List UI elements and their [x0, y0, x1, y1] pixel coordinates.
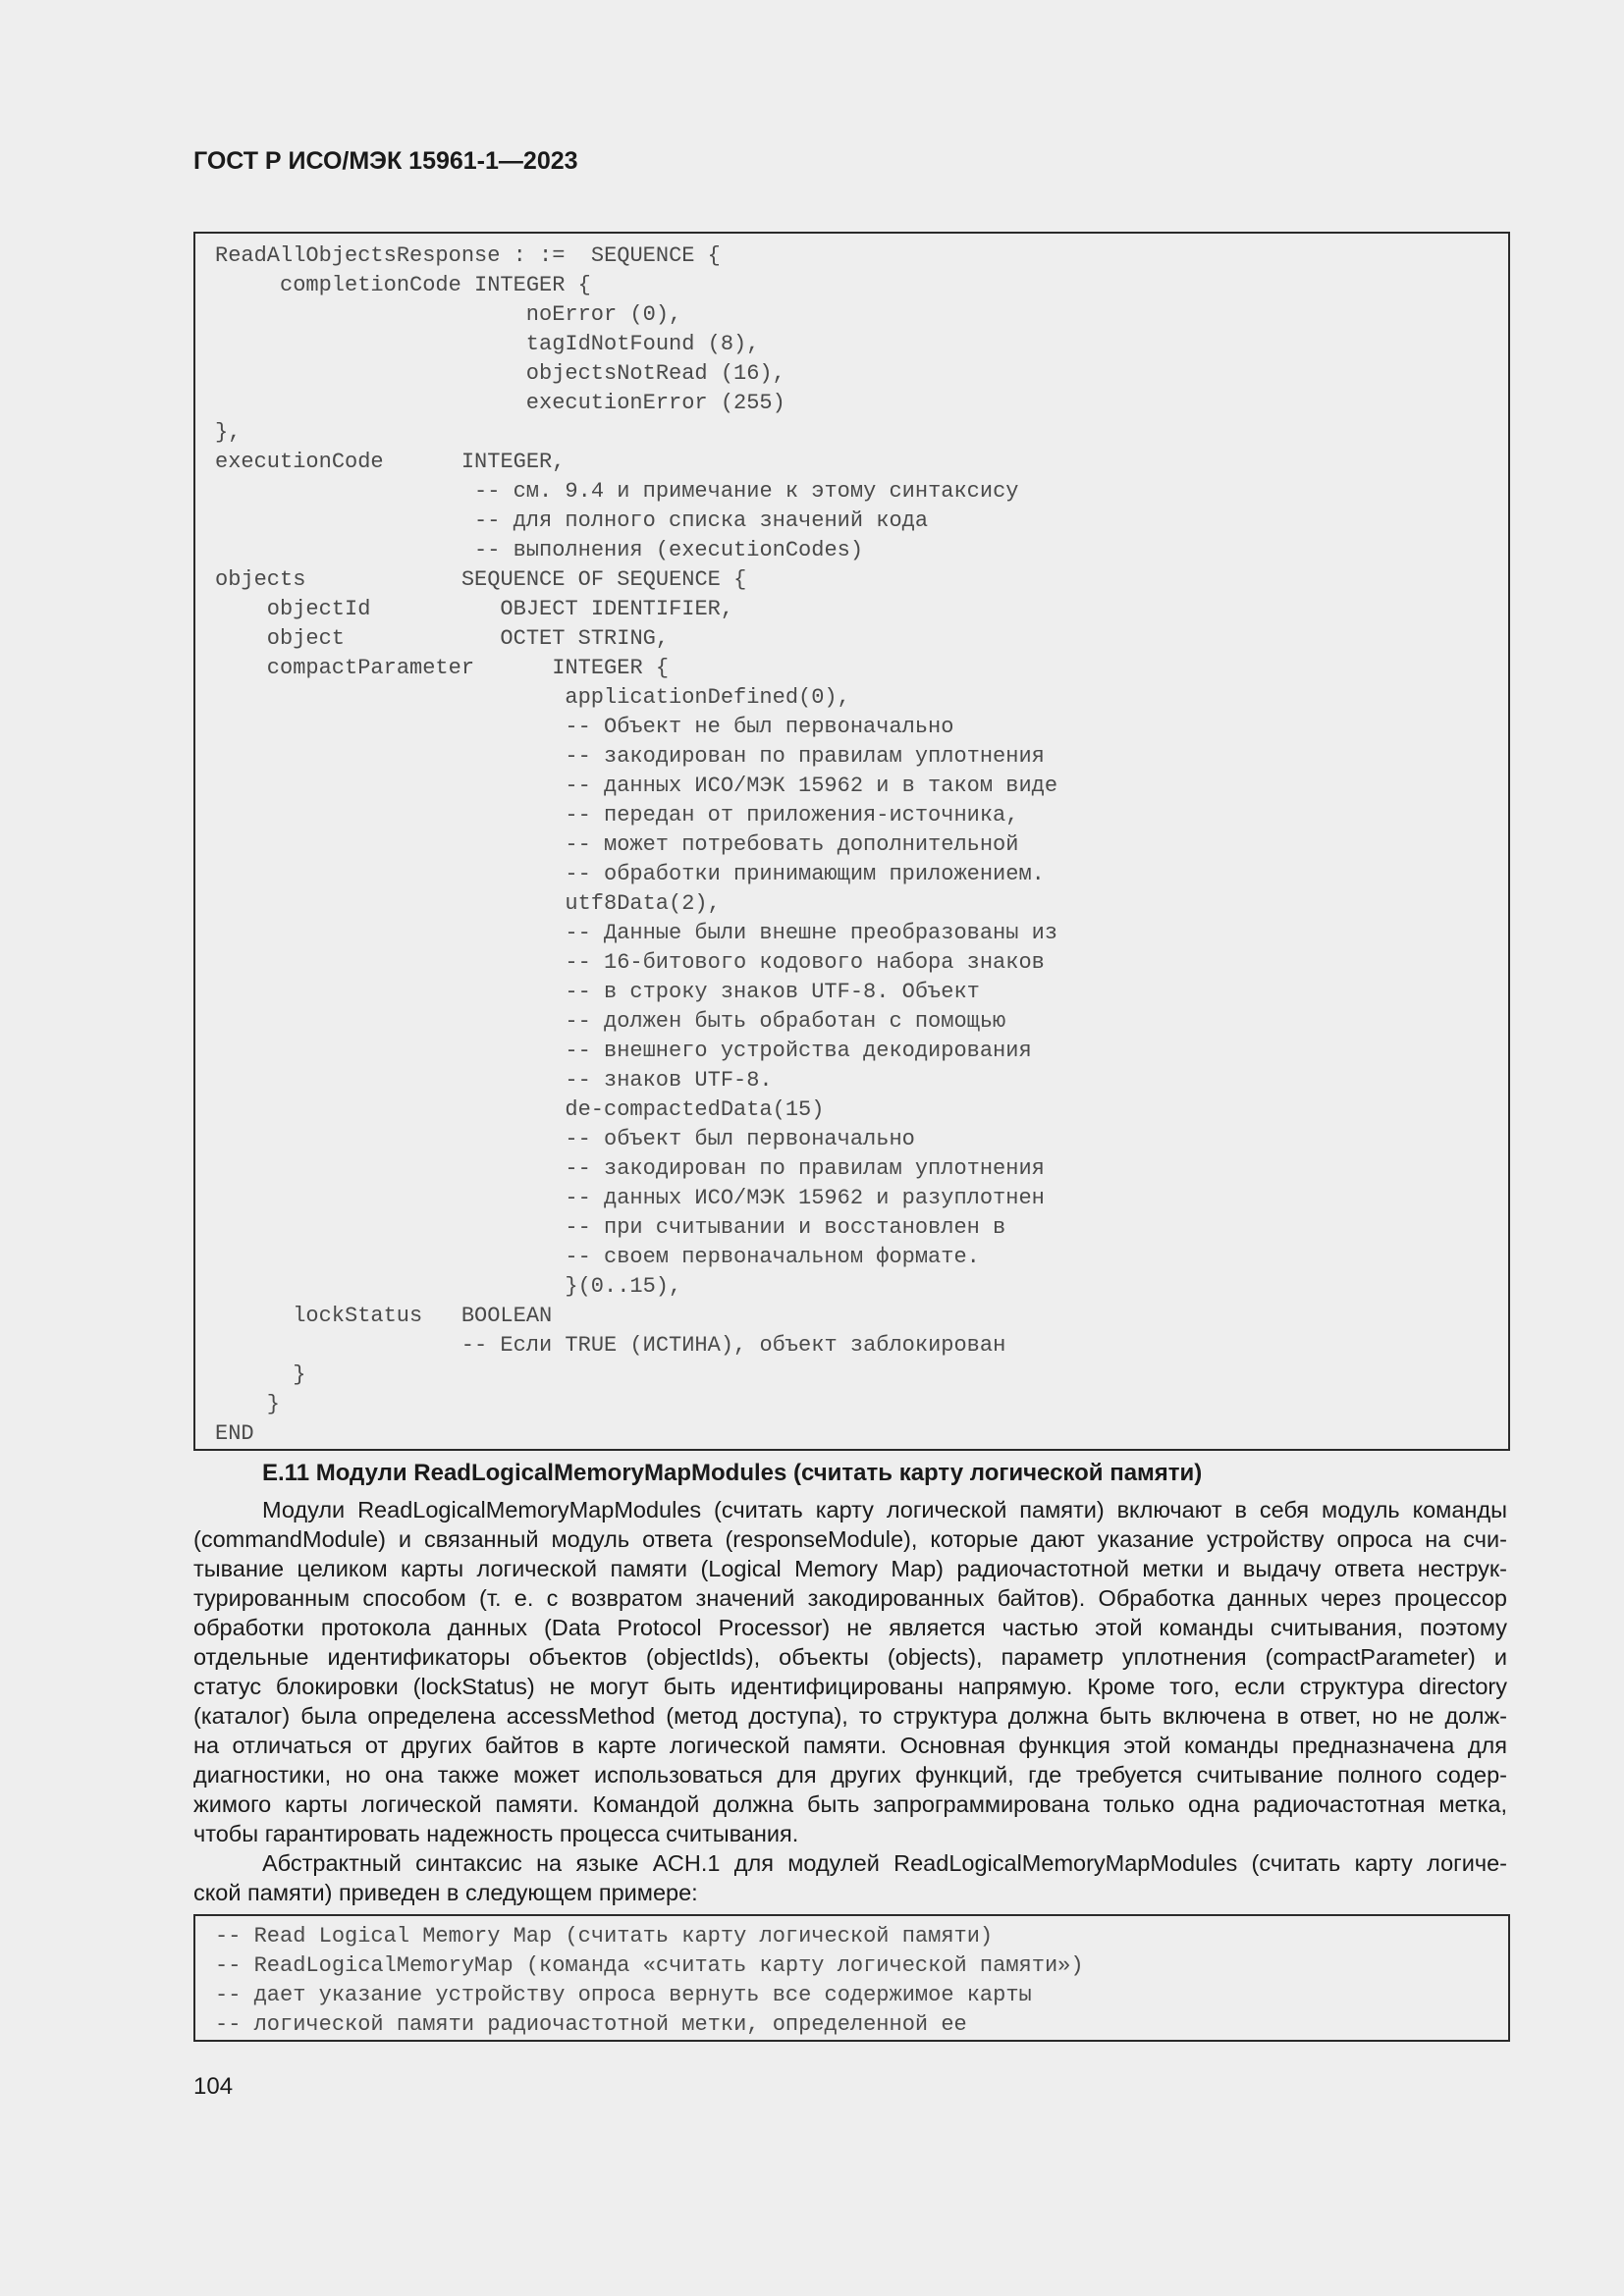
code-line-text: },	[215, 420, 242, 445]
code-line-text: objectsNotRead (16),	[525, 361, 785, 386]
code-line-text: -- может потребовать дополнительной	[565, 832, 1019, 857]
paragraph-line: диагностики, но она также может использоваться для других функций, где требуется считывание полного содер-	[193, 1762, 1507, 1788]
code-line-text: -- Read Logical Memory Map (считать карту логической памяти)	[215, 1924, 994, 1949]
code-line	[195, 1922, 1508, 1951]
code-line	[195, 830, 1508, 860]
code-line-text: -- Данные были внешне преобразованы из	[565, 921, 1058, 945]
code-line	[195, 565, 1508, 595]
code-line	[195, 477, 1508, 507]
code-line	[195, 860, 1508, 889]
code-line	[195, 683, 1508, 713]
code-line-text: completionCode INTEGER {	[280, 273, 591, 297]
code-line	[195, 624, 1508, 654]
code-line-text: -- 16-битового кодового набора знаков	[565, 950, 1045, 975]
code-line	[195, 389, 1508, 418]
code-line-text: applicationDefined(0),	[565, 685, 850, 710]
code-line	[195, 2010, 1508, 2040]
code-line-text: -- для полного списка значений кода	[474, 508, 929, 533]
code-line	[195, 948, 1508, 978]
code-line-text: -- дает указание устройству опроса вернуть все содержимое карты	[215, 1983, 1032, 2007]
document-header: ГОСТ Р ИСО/МЭК 15961-1—2023	[193, 147, 578, 175]
code-line	[195, 1302, 1508, 1331]
code-line-text: objectId OBJECT IDENTIFIER,	[266, 597, 734, 621]
code-line-text: -- ReadLogicalMemoryMap (команда «считать карту логической памяти»)	[215, 1953, 1084, 1978]
paragraph-description	[193, 1495, 1507, 1848]
code-line	[195, 654, 1508, 683]
code-line	[195, 448, 1508, 477]
code-line-text: }(0..15),	[565, 1274, 682, 1299]
code-line	[195, 889, 1508, 919]
code-line	[195, 801, 1508, 830]
code-line	[195, 1272, 1508, 1302]
code-line-text: tagIdNotFound (8),	[525, 332, 760, 356]
paragraph-line: (commandModule) и связанный модуль ответа (responseModule), которые дают указание устройству опроса на счи-	[193, 1526, 1507, 1552]
code-line	[195, 978, 1508, 1007]
code-line	[195, 507, 1508, 536]
paragraph-syntax-intro	[193, 1848, 1507, 1907]
paragraph-line: на отличаться от других байтов в карте логической памяти. Основная функция этой команды предназначена для	[193, 1733, 1507, 1758]
code-line	[195, 271, 1508, 300]
code-line	[195, 300, 1508, 330]
section-heading: E.11 Модули ReadLogicalMemoryMapModules (считать карту логической памяти)	[262, 1460, 1203, 1486]
code-line	[195, 1125, 1508, 1154]
code-line-text: -- должен быть обработан с помощью	[565, 1009, 1006, 1034]
code-line	[195, 1066, 1508, 1095]
code-line	[195, 595, 1508, 624]
code-line-text: utf8Data(2),	[565, 891, 721, 916]
code-line	[195, 1037, 1508, 1066]
code-line-text: -- Объект не был первоначально	[565, 715, 954, 739]
code-line-text: lockStatus BOOLEAN	[293, 1304, 553, 1328]
code-line-text: -- при считывании и восстановлен в	[565, 1215, 1006, 1240]
code-line-text: ReadAllObjectsResponse : := SEQUENCE {	[215, 243, 721, 268]
code-line-text: -- логической памяти радиочастотной метки, определенной ее	[215, 2012, 967, 2037]
paragraph-line: (каталог) была определена accessMethod (метод доступа), то структура должна быть включена в ответ, но не долж-	[193, 1703, 1507, 1729]
code-line	[195, 1007, 1508, 1037]
code-line-text: -- см. 9.4 и примечание к этому синтаксису	[474, 479, 1019, 504]
code-block-asn1-read-logical-memory-map	[193, 1914, 1510, 2042]
code-line	[195, 1331, 1508, 1361]
code-line-text: -- закодирован по правилам уплотнения	[565, 1156, 1045, 1181]
page-number: 104	[193, 2073, 234, 2100]
code-line	[195, 241, 1508, 271]
code-line	[195, 536, 1508, 565]
code-line	[195, 713, 1508, 742]
paragraph-line: Модули ReadLogicalMemoryMapModules (считать карту логической памяти) включают в себя модуль команды	[262, 1497, 1507, 1522]
paragraph-line: Абстрактный синтаксис на языке АСН.1 для модулей ReadLogicalMemoryMapModules (считать карту логиче-	[262, 1850, 1507, 1876]
code-line-text: object OCTET STRING,	[266, 626, 670, 651]
code-line	[195, 1095, 1508, 1125]
code-line-text: -- внешнего устройства декодирования	[565, 1039, 1032, 1063]
paragraph-line: тывание целиком карты логической памяти (Logical Memory Map) радиочастотной метки и выдачу ответа неструк-	[193, 1556, 1507, 1581]
paragraph-line: турированным способом (т. е. с возвратом значений закодированных байтов). Обработка данных через процессор	[193, 1585, 1507, 1611]
code-line-text: executionError (255)	[525, 391, 785, 415]
code-line	[195, 1981, 1508, 2010]
code-line	[195, 919, 1508, 948]
code-line-text: -- обработки принимающим приложением.	[565, 862, 1045, 886]
code-line-text: -- объект был первоначально	[565, 1127, 915, 1151]
code-line	[195, 742, 1508, 772]
code-line-text: -- данных ИСО/МЭК 15962 и в таком виде	[565, 774, 1058, 798]
code-line	[195, 330, 1508, 359]
code-line-text: -- в строку знаков UTF-8. Объект	[565, 980, 980, 1004]
code-line	[195, 1361, 1508, 1390]
code-line	[195, 1390, 1508, 1419]
code-line-text: executionCode INTEGER,	[215, 450, 566, 474]
code-line	[195, 1419, 1508, 1449]
code-block-asn1-read-all-objects-response	[193, 232, 1510, 1451]
code-line-text: -- знаков UTF-8.	[565, 1068, 773, 1093]
paragraph-line: отдельные идентификаторы объектов (objectIds), объекты (objects), параметр уплотнения (compactParameter) и	[193, 1644, 1507, 1670]
code-line	[195, 359, 1508, 389]
paragraph-line: ской памяти) приведен в следующем примере:	[193, 1880, 698, 1905]
paragraph-line: обработки протокола данных (Data Protocol Processor) не является частью этой команды считывания, поэтому	[193, 1615, 1507, 1640]
code-line	[195, 1213, 1508, 1243]
paragraph-line: чтобы гарантировать надежность процесса считывания.	[193, 1821, 799, 1846]
code-line	[195, 772, 1508, 801]
code-line-text: -- передан от приложения-источника,	[565, 803, 1019, 828]
code-line	[195, 1154, 1508, 1184]
code-line-text: }	[293, 1362, 306, 1387]
code-line	[195, 1184, 1508, 1213]
code-line-text: compactParameter INTEGER {	[266, 656, 670, 680]
code-line-text: objects SEQUENCE OF SEQUENCE {	[215, 567, 747, 592]
code-line-text: de-compactedData(15)	[565, 1097, 825, 1122]
code-line-text: }	[266, 1392, 280, 1416]
code-line-text: -- выполнения (executionCodes)	[474, 538, 864, 562]
code-line-text: -- своем первоначальном формате.	[565, 1245, 980, 1269]
code-line-text: noError (0),	[525, 302, 682, 327]
paragraph-line: жимого карты логической памяти. Командой должна быть запрограммирована только одна радиочастотная метка,	[193, 1791, 1507, 1817]
code-line	[195, 418, 1508, 448]
code-line-text: -- Если TRUE (ИСТИНА), объект заблокирован	[460, 1333, 1006, 1358]
code-line-text: -- данных ИСО/МЭК 15962 и разуплотнен	[565, 1186, 1045, 1210]
paragraph-line: статус блокировки (lockStatus) не могут быть идентифицированы напрямую. Кроме того, если структура directory	[193, 1674, 1507, 1699]
code-line	[195, 1243, 1508, 1272]
code-line-text: END	[215, 1421, 254, 1446]
code-line-text: -- закодирован по правилам уплотнения	[565, 744, 1045, 769]
code-line	[195, 1951, 1508, 1981]
